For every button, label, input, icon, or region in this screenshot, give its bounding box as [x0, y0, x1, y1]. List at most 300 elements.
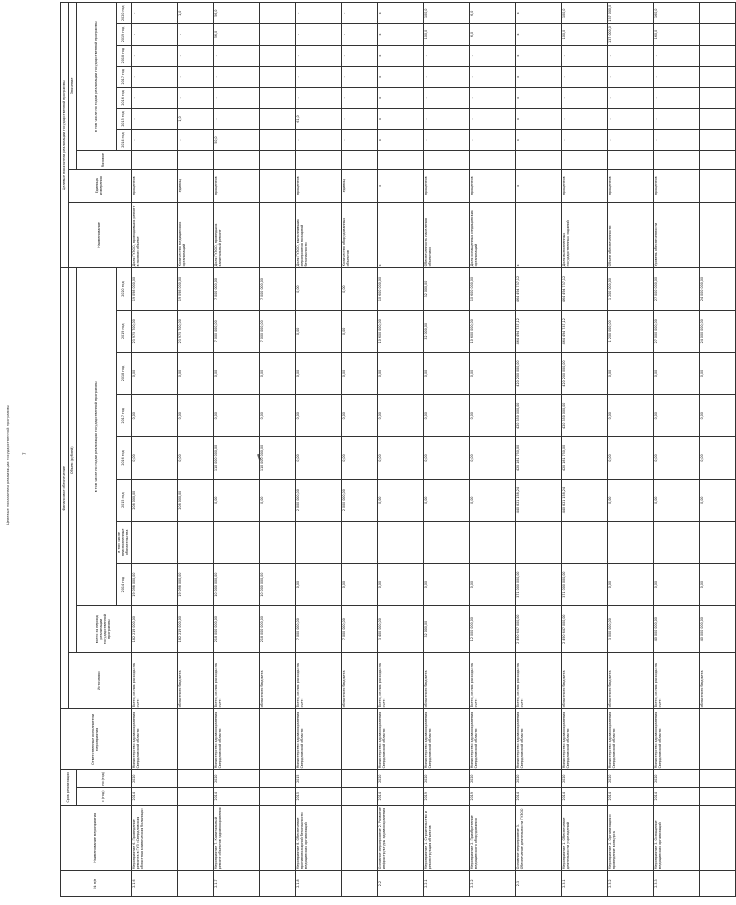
cell-c2018: 0,00 [377, 352, 423, 394]
cell-num: 2.3.3 [653, 871, 699, 897]
cell-ind-value: - [469, 66, 515, 87]
cell-end: 2020 [561, 770, 607, 788]
cell-prior [213, 521, 259, 563]
cell-ind-value [259, 45, 295, 66]
header-2018: 2018 год [117, 352, 132, 394]
cell-ind-value: - [561, 129, 607, 150]
cell-ind-value: - [423, 45, 469, 66]
cell-ind-value: 6,0 [469, 24, 515, 45]
header-total: всего за период реализации государственной программы [77, 606, 132, 653]
cell-ind-value: 100,0 [561, 3, 607, 24]
cell-c2020: 464 494 737,12 [515, 268, 561, 310]
cell-c2017: 0,00 [699, 395, 735, 437]
header-sources: Источники [69, 653, 132, 709]
indicators-title-top: Целевые показатели реализации государственной программы [6, 404, 10, 525]
cell-c2014: 10 000 000,00 [259, 563, 295, 605]
cell-unit: единиц [341, 169, 377, 202]
cell-total: 3 400 000,00 [377, 606, 423, 653]
cell-ind-value: - [213, 45, 259, 66]
cell-c2016: 420 181 750,00 [561, 437, 607, 479]
table-row [607, 3, 653, 897]
cell-c2019: 27 000 000,00 [653, 310, 699, 352]
cell-ind-value: 160,0 [653, 3, 699, 24]
cell-c2017: 0,00 [259, 395, 295, 437]
cell-unit: единиц [177, 169, 213, 202]
cell-ind-value: - [131, 24, 177, 45]
cell-ind-value: - [561, 108, 607, 129]
cell-c2020: 24 000 000,00 [699, 268, 735, 310]
cell-ind: Доля ГУЗОО, проводивших ремонт в полном объеме [131, 202, 177, 268]
cell-ind-value [259, 108, 295, 129]
cell-start: 2014 [213, 787, 259, 805]
cell-ind-value: - [295, 129, 341, 150]
cell-c2018: 420 200 000,00 [561, 352, 607, 394]
cell-ind-value: - [423, 129, 469, 150]
cell-ind-value: х [515, 66, 561, 87]
cell-c2014: 0,00 [653, 563, 699, 605]
cell-name [259, 805, 295, 871]
cell-c2016: 0,00 [469, 437, 515, 479]
cell-total: 182 219 000,00 [177, 606, 213, 653]
cell-start [341, 787, 377, 805]
cell-c2014: 0,00 [469, 563, 515, 605]
page-number: 7 [22, 452, 27, 455]
cell-resp: Министерство здравоохранения Свердловской области [295, 709, 341, 770]
cell-resp [341, 709, 377, 770]
cell-num: 2.1.6 [131, 871, 177, 897]
cell-c2019: 23 975 700,00 [131, 310, 177, 352]
header-ind-2019: 2019 год [117, 24, 132, 45]
cell-c2017: 0,00 [131, 395, 177, 437]
cell-ind-value: 137 000,0 [607, 24, 653, 45]
cell-c2014: 0,00 [295, 563, 341, 605]
cell-base [341, 151, 377, 170]
cell-ind: Объем обеспеченности [607, 202, 653, 268]
header-2020: 2020 год [117, 268, 132, 310]
cell-base [377, 151, 423, 170]
table-row [423, 3, 469, 897]
cell-c2018: 0,00 [295, 352, 341, 394]
cell-c2015: 0,00 [653, 479, 699, 521]
cell-end: 2020 [515, 770, 561, 788]
cell-ind-value: - [469, 108, 515, 129]
cell-base [699, 151, 735, 170]
cell-c2018: 0,00 [259, 352, 295, 394]
cell-prior [515, 521, 561, 563]
header-ind-2016: 2016 год [117, 87, 132, 108]
cell-name: Мероприятие 1. Строительство и реконструкция объектов [423, 805, 469, 871]
cell-ind-value: 1,0 [177, 108, 213, 129]
cell-ind-value: х [377, 108, 423, 129]
cell-total: 7 000 000,00 [295, 606, 341, 653]
cell-c2018: 420 200 000,00 [515, 352, 561, 394]
cell-ind-value: - [295, 3, 341, 24]
cell-ind-value: - [653, 129, 699, 150]
cell-prior [177, 521, 213, 563]
cell-c2015: 0,00 [259, 479, 295, 521]
cell-base [213, 151, 259, 170]
cell-c2018: 0,00 [653, 352, 699, 394]
table-row [515, 3, 561, 897]
cell-resp: Министерство здравоохранения Свердловской области [653, 709, 699, 770]
cell-name: Мероприятие 8. Обеспечение противопожарной безопасности медицинских организаций [295, 805, 341, 871]
cell-ind-value: - [295, 24, 341, 45]
cell-src: областного бюджета [177, 653, 213, 709]
header-2017: 2017 год [117, 395, 132, 437]
cell-ind-value: - [177, 66, 213, 87]
cell-base [469, 151, 515, 170]
header-2014: 2014 год [117, 563, 132, 605]
table-row [653, 3, 699, 897]
cell-end [341, 770, 377, 788]
cell-start: 2014 [653, 787, 699, 805]
cell-src: Всего, из них расходы на счет: [469, 653, 515, 709]
cell-c2016: 110 000 000,00 [213, 437, 259, 479]
cell-start: 2014 [561, 787, 607, 805]
cell-resp: Министерство здравоохранения Свердловской области [377, 709, 423, 770]
cell-c2014: 0,00 [341, 563, 377, 605]
cell-ind-value: - [423, 108, 469, 129]
cell-c2017: 0,00 [469, 395, 515, 437]
cell-base [177, 151, 213, 170]
cell-start: 2019 [423, 787, 469, 805]
header-values: Значение [69, 3, 77, 170]
cell-ind-value: х [515, 129, 561, 150]
cell-ind [699, 202, 735, 268]
cell-ind-value: 61,0 [295, 108, 341, 129]
cell-ind-value [699, 24, 735, 45]
cell-c2016: 0,00 [295, 437, 341, 479]
cell-ind-value: - [561, 66, 607, 87]
cell-prior [295, 521, 341, 563]
cell-ind-value: - [213, 108, 259, 129]
header-volume: Объем (рублей) [69, 268, 77, 653]
cell-src: областного бюджета [561, 653, 607, 709]
cell-ind-value: 6,0 [469, 3, 515, 24]
header-ind-2020: 2020 год [117, 3, 132, 24]
cell-ind: Доля ГУЗОО, проведших капитальный ремонт [213, 202, 259, 268]
cell-src: Всего, из них расходы на счет: [295, 653, 341, 709]
cell-resp: Министерство здравоохранения Свердловской области [423, 709, 469, 770]
header-num: № п/п [61, 871, 132, 897]
cell-c2020: 7 000 000,00 [259, 268, 295, 310]
cell-src: областного бюджета [423, 653, 469, 709]
cell-c2019: 24 000 000,00 [699, 310, 735, 352]
cell-unit: х [377, 169, 423, 202]
table-row [561, 3, 607, 897]
cell-ind-value: - [423, 87, 469, 108]
cell-unit: процентов [131, 169, 177, 202]
cell-c2019: 0,00 [295, 310, 341, 352]
cell-unit: процентов [607, 169, 653, 202]
table-row [259, 3, 295, 897]
cell-resp: Министерство здравоохранения Свердловской области [607, 709, 653, 770]
header-by-year: в том числе по годам реализации государственной программы [77, 268, 117, 606]
cell-c2018: 0,00 [131, 352, 177, 394]
cell-c2016: 0,00 [341, 437, 377, 479]
header-ind-2014: 2014 год [117, 129, 132, 150]
table-row [295, 3, 341, 897]
table-body [131, 3, 735, 897]
header-finance: Финансовое обеспечение [61, 268, 69, 709]
cell-base [515, 151, 561, 170]
cell-ind-value: - [295, 66, 341, 87]
cell-unit [259, 169, 295, 202]
cell-ind-value: - [131, 87, 177, 108]
cell-ind-value: - [131, 129, 177, 150]
cell-ind-value: - [131, 108, 177, 129]
cell-end: 2020 [423, 770, 469, 788]
cell-c2019: 464 494 737,12 [561, 310, 607, 352]
cell-resp: Министерство здравоохранения Свердловской области [469, 709, 515, 770]
cell-total: 40 000 000,00 [699, 606, 735, 653]
cell-num: 2.2 [377, 871, 423, 897]
cell-ind-value [699, 129, 735, 150]
header-name: Наименование мероприятия [61, 805, 132, 871]
cell-c2019: 1 200 000,00 [607, 310, 653, 352]
header-ind-2015: 2015 год [117, 108, 132, 129]
cell-ind-value: - [469, 45, 515, 66]
cell-name: Мероприятие 3. Оснащение медицинских организаций [653, 805, 699, 871]
cell-c2016: 0,00 [177, 437, 213, 479]
cell-c2016: 0,00 [131, 437, 177, 479]
cell-base [607, 151, 653, 170]
cell-ind-value: - [177, 87, 213, 108]
cell-ind-value: - [341, 87, 377, 108]
cell-ind-value: - [423, 66, 469, 87]
cell-ind-value: х [377, 66, 423, 87]
cell-base [561, 151, 607, 170]
cell-end [177, 770, 213, 788]
cell-src: Всего, из них расходы на счет: [653, 653, 699, 709]
table-row [177, 3, 213, 897]
cell-ind: Уровень обеспеченности [653, 202, 699, 268]
cell-c2020: 0,00 [295, 268, 341, 310]
cell-prior [469, 521, 515, 563]
cell-num [699, 871, 735, 897]
cell-prior [561, 521, 607, 563]
cell-resp [177, 709, 213, 770]
cell-src: Всего, из них расходы на счет: [131, 653, 177, 709]
cell-ind-value: х [377, 129, 423, 150]
cell-c2020: 10 600 000,00 [377, 268, 423, 310]
cell-c2014: 0,00 [423, 563, 469, 605]
cell-c2014: 0,00 [699, 563, 735, 605]
cell-src: областного бюджета [699, 653, 735, 709]
cell-c2019: 7 000 000,00 [259, 310, 295, 352]
header-2016: 2016 год [117, 437, 132, 479]
cell-ind-value: - [341, 24, 377, 45]
cell-ind-value: - [341, 108, 377, 129]
header-ind-2017: 2017 год [117, 66, 132, 87]
cell-total: 218 000 000,00 [213, 606, 259, 653]
cell-ind-value: 137 000,0 [607, 3, 653, 24]
cell-c2017: 0,00 [341, 395, 377, 437]
cell-c2018: 0,00 [341, 352, 377, 394]
cell-c2017: 420 350 000,00 [561, 395, 607, 437]
cell-c2018: 0,00 [423, 352, 469, 394]
header-2019: 2019 год [117, 310, 132, 352]
cell-c2017: 0,00 [653, 395, 699, 437]
cell-ind-value: 56,0 [213, 24, 259, 45]
cell-c2017: 0,00 [177, 395, 213, 437]
cell-c2020: 1 200 000,00 [607, 268, 653, 310]
cell-num [177, 871, 213, 897]
cell-ind-value: - [607, 129, 653, 150]
cell-ind-value: - [295, 45, 341, 66]
cell-start: 2014 [131, 787, 177, 805]
cell-c2015: 0,00 [213, 479, 259, 521]
cell-c2017: 0,00 [213, 395, 259, 437]
cell-c2020: 0,00 [341, 268, 377, 310]
cell-end: 2020 [653, 770, 699, 788]
cell-c2014: 10 000 000,00 [213, 563, 259, 605]
cell-ind-value [699, 45, 735, 66]
cell-c2019: 464 494 737,12 [515, 310, 561, 352]
cell-total: 2 490 647 000,00 [515, 606, 561, 653]
cell-num [341, 871, 377, 897]
cell-total: 2 490 647 000,00 [561, 606, 607, 653]
cell-ind-value: - [177, 45, 213, 66]
cell-resp [259, 709, 295, 770]
cell-name: Мероприятие 6. Проведение ремонта в ГУЗ «Свердловская областная клиническая больница» [131, 805, 177, 871]
cell-ind-value: х [377, 87, 423, 108]
cell-c2015: 0,00 [699, 479, 735, 521]
cell-prior [377, 521, 423, 563]
cell-prior [131, 521, 177, 563]
cell-c2015: 2 000 000,00 [295, 479, 341, 521]
cell-end: 2020 [469, 770, 515, 788]
cell-c2014: 371 000 000,00 [515, 563, 561, 605]
cell-ind-value: - [469, 87, 515, 108]
cell-unit: процентов [423, 169, 469, 202]
cell-name: Основное мероприятие 2. Развитие инфраструктуры здравоохранения [377, 805, 423, 871]
cell-ind-value: - [177, 24, 213, 45]
table-row [131, 3, 177, 897]
cell-c2019: 10 600 000,00 [469, 310, 515, 352]
cell-base [259, 151, 295, 170]
cell-ind: х [377, 202, 423, 268]
cell-c2016: 0,00 [699, 437, 735, 479]
cell-resp: Министерство здравоохранения Свердловской области [131, 709, 177, 770]
cell-ind-value: - [653, 45, 699, 66]
cell-unit: процентов [653, 169, 699, 202]
cell-num [259, 871, 295, 897]
cell-ind-value [699, 108, 735, 129]
cell-c2015: 208 000,00 [131, 479, 177, 521]
cell-name: Мероприятие 7. Капитальный ремонт объектов здравоохранения [213, 805, 259, 871]
header-by-year-ind: в том числе по годам реализации государственной программы [77, 3, 117, 151]
cell-base [295, 151, 341, 170]
cell-ind-value: х [515, 3, 561, 24]
cell-ind-value: - [341, 3, 377, 24]
cell-total: 32 000,00 [423, 606, 469, 653]
cell-start: 2014 [607, 787, 653, 805]
cell-name: Мероприятие 2. Приобретение медицинского оборудования [469, 805, 515, 871]
cell-c2014: 0,00 [607, 563, 653, 605]
cell-total: 40 000 000,00 [653, 606, 699, 653]
header-responsible: Ответственные исполнители мероприятия [61, 709, 132, 770]
header-ind-name: Наименование [69, 202, 132, 268]
cell-c2015: 440 821 158,24 [561, 479, 607, 521]
cell-c2020: 10 600 000,00 [469, 268, 515, 310]
cell-ind-value [259, 87, 295, 108]
cell-ind-value: - [341, 66, 377, 87]
cell-c2015: 0,00 [377, 479, 423, 521]
cell-num: 2.2.2 [469, 871, 515, 897]
cell-ind-value: - [561, 45, 607, 66]
cell-resp [699, 709, 735, 770]
cell-base [653, 151, 699, 170]
cell-start: 2014 [515, 787, 561, 805]
cell-ind-value: 56,0 [213, 3, 259, 24]
cell-unit: процентов [213, 169, 259, 202]
cell-c2019: 7 000 000,00 [213, 310, 259, 352]
table-row [341, 3, 377, 897]
cell-total: 3 000 000,00 [607, 606, 653, 653]
cell-ind-value: - [607, 87, 653, 108]
cell-resp: Министерство здравоохранения Свердловской области [213, 709, 259, 770]
cell-end: 2020 [377, 770, 423, 788]
cell-unit: процентов [469, 169, 515, 202]
cell-src: областного бюджета [607, 653, 653, 709]
cell-total: 182 219 000,00 [131, 606, 177, 653]
cell-c2019: 23 975 700,00 [177, 310, 213, 352]
cell-ind-value: - [213, 66, 259, 87]
cell-ind-value [259, 66, 295, 87]
cell-ind-value: 100,0 [423, 3, 469, 24]
cell-c2016: 110 000 000,00 [259, 437, 295, 479]
cell-ind-value [259, 3, 295, 24]
cell-ind-value: - [213, 87, 259, 108]
cell-src: областного бюджета [341, 653, 377, 709]
cell-ind-value [259, 24, 295, 45]
cell-c2020: 464 494 737,12 [561, 268, 607, 310]
cell-unit: процентов [295, 169, 341, 202]
cell-c2015: 0,00 [423, 479, 469, 521]
cell-ind-value: - [561, 87, 607, 108]
header-period: Срок реализации [61, 770, 77, 805]
cell-src: Всего, из них расходы на счет: [377, 653, 423, 709]
cell-c2020: 32 000,00 [423, 268, 469, 310]
cell-prior [259, 521, 295, 563]
cell-prior [423, 521, 469, 563]
cell-ind-value: - [177, 129, 213, 150]
cell-c2020: 27 000 000,00 [653, 268, 699, 310]
cell-c2014: 19 098 000,00 [131, 563, 177, 605]
cell-ind-value: х [377, 3, 423, 24]
cell-c2020: 7 000 000,00 [213, 268, 259, 310]
cell-c2019: 10 600 000,00 [377, 310, 423, 352]
cell-unit: процентов [561, 169, 607, 202]
cell-total: 12 000 000,00 [469, 606, 515, 653]
cell-ind-value: - [131, 3, 177, 24]
cell-resp: Министерство здравоохранения Свердловской области [561, 709, 607, 770]
cell-c2015: 0,00 [607, 479, 653, 521]
cell-unit [699, 169, 735, 202]
cell-ind-value: - [469, 129, 515, 150]
cell-src: Всего, из них расходы на счет: [213, 653, 259, 709]
cell-ind-value: 100,0 [423, 24, 469, 45]
cell-total: 7 000 000,00 [341, 606, 377, 653]
cell-ind-value: - [295, 87, 341, 108]
cell-c2016: 0,00 [653, 437, 699, 479]
cell-c2017: 0,00 [607, 395, 653, 437]
cell-end: 2020 [131, 770, 177, 788]
cell-c2019: 32 000,00 [423, 310, 469, 352]
cell-c2016: 0,00 [423, 437, 469, 479]
cell-c2015: 208 000,00 [177, 479, 213, 521]
